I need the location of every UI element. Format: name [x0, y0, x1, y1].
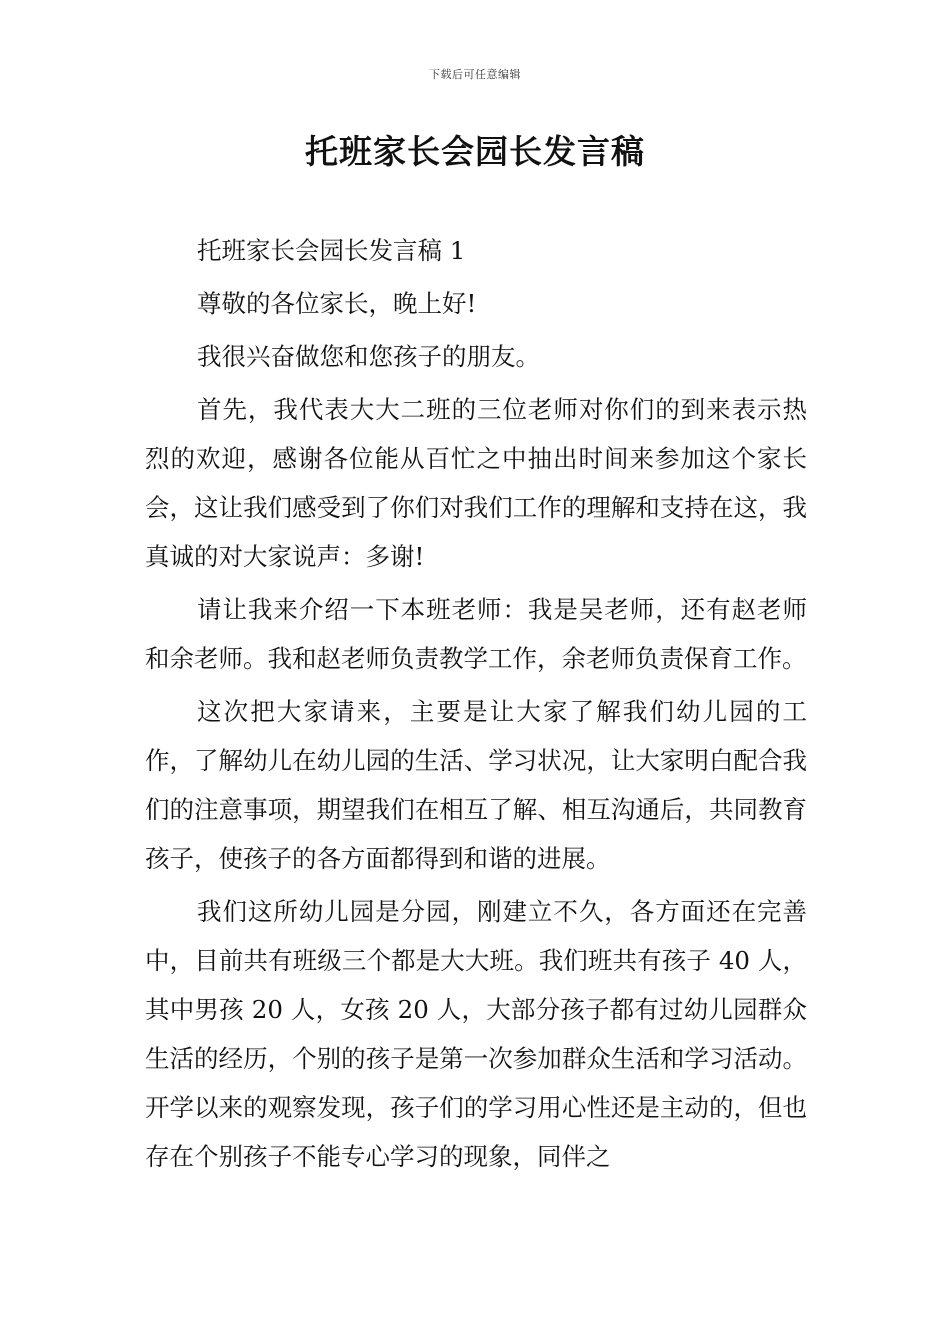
document-body: [145, 226, 807, 1185]
document-title: 托班家长会园长发言稿: [305, 132, 645, 171]
paragraph-intro: 我很兴奋做您和您孩子的朋友。: [197, 342, 540, 371]
paragraph-purpose: 这次把大家请来，主要是让大家了解我们幼儿园的工作，了解幼儿在幼儿园的生活、学习状况，让大家明白配合我们的注意事项，期望我们在相互了解、相互沟通后，共同教育孩子，使孩子的各方面都得到和谐的进展。: [145, 697, 807, 873]
paragraph-teachers: 请让我来介绍一下本班老师：我是吴老师，还有赵老师和余老师。我和赵老师负责教学工作，余老师负责保育工作。: [145, 595, 807, 673]
paragraph-class-info: 我们这所幼儿园是分园，刚建立不久，各方面还在完善中，目前共有班级三个都是大大班。我们班共有孩子 40 人，其中男孩 20 人，女孩 20 人，大部分孩子都有过幼儿园群众生活的经历，个别的孩子是第一次参加群众生活和学习活动。开学以来的观察发现，孩子们的学习用心性还是主动的，但也存在个别孩子不能专心学习的现象，同伴之: [145, 897, 807, 1171]
paragraph-welcome: 首先，我代表大大二班的三位老师对你们的到来表示热烈的欢迎，感谢各位能从百忙之中抽出时间来参加这个家长会，这让我们感受到了你们对我们工作的理解和支持在这，我真诚的对大家说声：多谢!: [145, 395, 807, 571]
header-note: 下载后可任意编辑: [429, 68, 521, 81]
paragraph-subtitle: 托班家长会园长发言稿 1: [197, 236, 466, 265]
paragraph-greeting: 尊敬的各位家长，晚上好!: [197, 289, 477, 318]
